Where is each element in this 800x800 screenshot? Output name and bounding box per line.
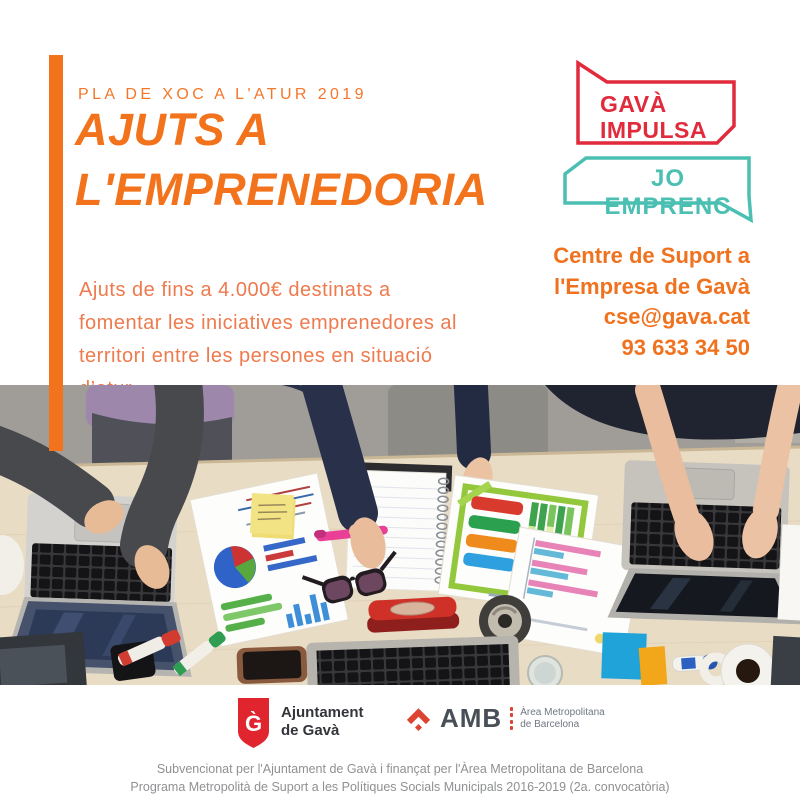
gava-impulsa-label: GAVÀ IMPULSA <box>600 91 707 143</box>
amb-logo <box>405 703 605 734</box>
title-line-1: AJUTS A <box>75 104 270 155</box>
jo-emprenc-label: JO EMPRENC <box>604 165 732 220</box>
body-line: fomentar les iniciatives emprenedores al <box>79 312 457 334</box>
contact-phone: 93 633 34 50 <box>621 334 750 360</box>
footer-line-1: Subvencionat per l'Ajuntament de Gavà i finançat per l'Àrea Metropolitana de Barcelona <box>156 762 644 776</box>
body-line: Ajuts de fins a 4.000€ destinats a <box>79 279 391 301</box>
ajuntament-gava-logo <box>237 697 364 749</box>
contact-block <box>553 241 750 363</box>
yellow-sticky-notes <box>250 493 296 539</box>
accent-bar <box>49 55 63 451</box>
footer-line-2: Programa Metropolità de Suport a les Polítiques Socials Municipals 2016-2019 (2a. convocatòria) <box>130 779 670 794</box>
gava-logo-text: Ajuntament de Gavà <box>281 704 364 739</box>
brand-logos <box>560 55 765 230</box>
amb-acronym: AMB <box>440 703 503 733</box>
tablet-right <box>771 636 800 685</box>
orange-sticky-note <box>639 646 668 685</box>
workspace-photo <box>0 385 800 685</box>
copper-phone <box>236 646 307 684</box>
page-title <box>75 100 488 220</box>
svg-text:G̀: G̀ <box>244 711 263 736</box>
title-line-2: L'EMPRENEDORIA <box>75 164 488 215</box>
gava-shield-icon <box>237 697 270 749</box>
amb-arrow-icon <box>405 705 432 733</box>
bottom-laptop <box>306 636 520 685</box>
amb-logo-text: Àrea Metropolitana de Barcelona <box>520 706 605 730</box>
red-stapler <box>366 596 460 633</box>
amb-dotted-divider <box>510 707 513 731</box>
contact-email: cse@gava.cat <box>603 304 750 329</box>
body-line: territori entre les persones en situació <box>79 345 433 367</box>
contact-line-1: Centre de Suport a <box>553 243 750 268</box>
eyebrow: PLA DE XOC A L'ATUR 2019 <box>78 86 367 103</box>
contact-line-2: l'Empresa de Gavà <box>553 273 750 299</box>
water-glass <box>528 656 562 685</box>
footer-credits <box>0 761 800 796</box>
